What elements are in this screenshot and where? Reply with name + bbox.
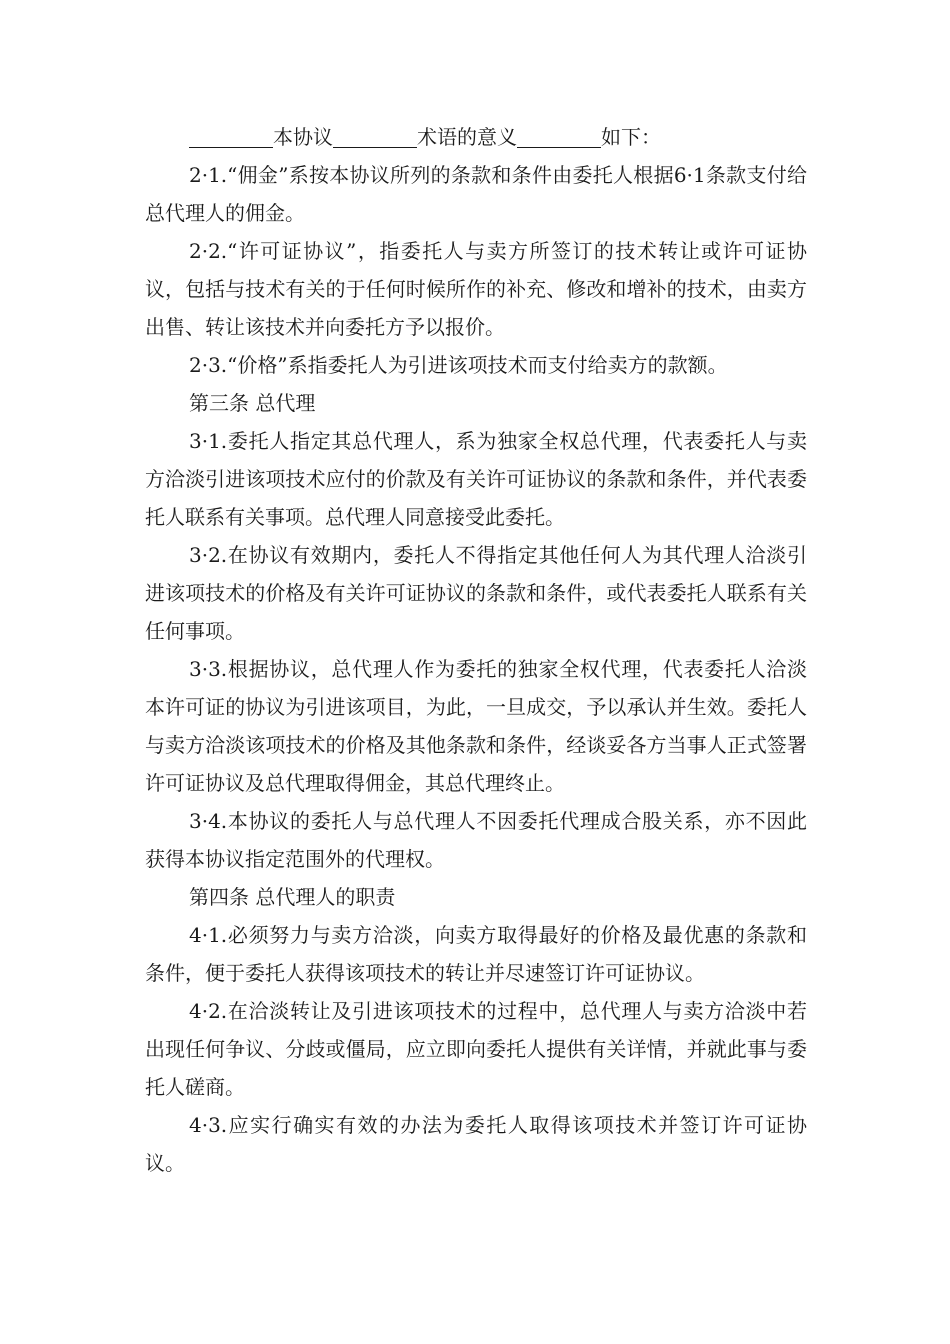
blank-line-1 <box>189 123 273 148</box>
article-4-heading: 第四条 总代理人的职责 <box>189 885 396 909</box>
document-body <box>145 118 807 1182</box>
intro-part-2: 术语的意义 <box>417 125 517 149</box>
clause-3-2: 3·2.在协议有效期内，委托人不得指定其他任何人为其代理人洽淡引进该项技术的价格及有关许可证协议的条款和条件，或代表委托人联系有关任何事项。 <box>145 543 807 643</box>
blank-line-3 <box>517 123 601 148</box>
clause-4-3: 4·3.应实行确实有效的办法为委托人取得该项技术并签订许可证协议。 <box>145 1113 807 1175</box>
clause-4-1: 4·1.必须努力与卖方洽淡，向卖方取得最好的价格及最优惠的条款和条件，便于委托人获得该项技术的转让并尽速签订许可证协议。 <box>145 923 807 985</box>
intro-part-1: 本协议 <box>273 125 333 149</box>
clause-3-1: 3·1.委托人指定其总代理人，系为独家全权总代理，代表委托人与卖方洽淡引进该项技术应付的价款及有关许可证协议的条款和条件，并代表委托人联系有关事项。总代理人同意接受此委托。 <box>145 429 807 529</box>
clause-2-2: 2·2.“许可证协议”，指委托人与卖方所签订的技术转让或许可证协议，包括与技术有关的于任何时候所作的补充、修改和增补的技术，由卖方出售、转让该技术并向委托方予以报价。 <box>145 239 807 339</box>
clause-4-2: 4·2.在洽淡转让及引进该项技术的过程中，总代理人与卖方洽淡中若出现任何争议、分歧或僵局，应立即向委托人提供有关详情，并就此事与委托人磋商。 <box>145 999 807 1099</box>
clause-3-3: 3·3.根据协议，总代理人作为委托的独家全权代理，代表委托人洽淡本许可证的协议为引进该项目，为此，一旦成交，予以承认并生效。委托人与卖方洽淡该项技术的价格及其他条款和条件，经谈妥各方当事人正式签署许可证协议及总代理取得佣金，其总代理终止。 <box>145 657 807 795</box>
blank-line-2 <box>333 123 417 148</box>
clause-2-1: 2·1.“佣金”系按本协议所列的条款和条件由委托人根据6·1条款支付给总代理人的佣金。 <box>145 163 807 225</box>
clause-2-3: 2·3.“价格”系指委托人为引进该项技术而支付给卖方的款额。 <box>189 353 728 377</box>
clause-3-4: 3·4.本协议的委托人与总代理人不因委托代理成合股关系，亦不因此获得本协议指定范围外的代理权。 <box>145 809 807 871</box>
intro-line <box>145 118 807 156</box>
article-3-heading: 第三条 总代理 <box>189 391 316 415</box>
intro-part-3: 如下： <box>601 125 661 149</box>
